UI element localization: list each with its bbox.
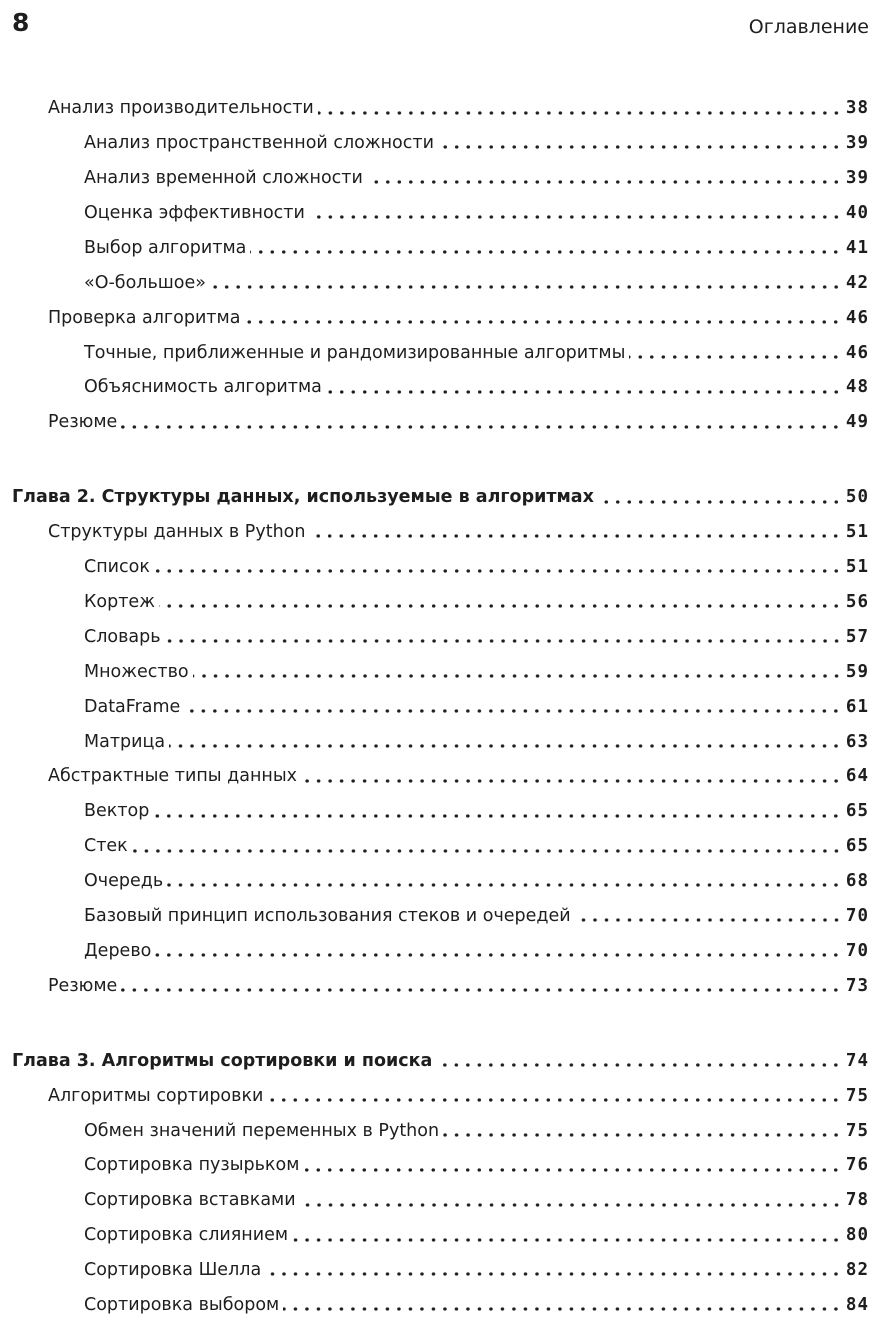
running-head: Оглавление (748, 16, 869, 38)
toc-subsection-entry (84, 833, 869, 861)
toc-subsection-entry (84, 235, 869, 263)
toc-entry-page-number: 46 (845, 307, 869, 328)
toc-entry-page-number: 50 (845, 487, 869, 508)
toc-entry-title: Анализ временной сложности (84, 168, 363, 189)
toc-entry-page-number: 64 (845, 766, 869, 787)
dot-leader (132, 849, 842, 853)
dot-leader (598, 500, 842, 504)
toc-subsection-entry (84, 200, 869, 228)
toc-entry-page-number: 65 (845, 801, 869, 822)
dot-leader (300, 1203, 842, 1207)
toc-subsection-entry (84, 1117, 869, 1145)
toc-subsection-entry (84, 1187, 869, 1215)
toc-entry-title: Объяснимость алгоритма (84, 377, 322, 398)
toc-subsection-entry (84, 1222, 869, 1250)
toc-entry-title: Резюме (48, 975, 118, 996)
toc-entry-title: Сортировка слиянием (84, 1225, 289, 1246)
dot-leader (575, 918, 842, 922)
toc-entry-page-number: 46 (845, 342, 869, 363)
toc-subsection-entry (84, 339, 869, 367)
toc-entry-title: «О-большое» (84, 272, 206, 293)
toc-entry-page-number: 73 (845, 975, 869, 996)
toc-entry-page-number: 40 (845, 202, 869, 223)
toc-entry-title: Вектор (84, 801, 150, 822)
toc-section-entry (48, 1082, 869, 1110)
toc-entry-title: Сортировка выбором (84, 1295, 280, 1316)
dot-leader (318, 111, 842, 115)
toc-entry-page-number: 75 (845, 1085, 869, 1106)
toc-entry-title: Базовый принцип использования стеков и очередей (84, 906, 571, 927)
toc-entry-title: Проверка алгоритма (48, 307, 241, 328)
toc-entry-title: Абстрактные типы данных (48, 766, 298, 787)
dot-leader (436, 1063, 842, 1067)
toc-entry-title: Сортировка вставками (84, 1190, 296, 1211)
toc-entry-title: Словарь (84, 626, 161, 647)
toc-entry-title: Глава 2. Структуры данных, используемые в алгоритмах (12, 487, 594, 508)
toc-entry-title: Список (84, 557, 150, 578)
toc-entry-page-number: 51 (845, 557, 869, 578)
toc-entry-title: Дерево (84, 940, 152, 961)
toc-entry-page-number: 65 (845, 836, 869, 857)
toc-entry-page-number: 82 (845, 1260, 869, 1281)
toc-subsection-entry (84, 798, 869, 826)
toc-section-entry (48, 519, 869, 547)
dot-leader (443, 1133, 842, 1137)
toc-entry-page-number: 75 (845, 1120, 869, 1141)
toc-entry-page-number: 80 (845, 1225, 869, 1246)
toc-entry-page-number: 39 (845, 168, 869, 189)
toc-entry-page-number: 63 (845, 731, 869, 752)
toc-entry-page-number: 41 (845, 237, 869, 258)
toc-entry-title: Множество (84, 661, 189, 682)
toc-entry-title: Сортировка Шелла (84, 1260, 262, 1281)
toc-entry-title: Точные, приближенные и рандомизированные алгоритмы (84, 342, 626, 363)
toc-chapter-entry (12, 1048, 869, 1076)
dot-leader (283, 1307, 842, 1311)
toc-entry-title: Кортеж (84, 591, 155, 612)
dot-leader (301, 779, 842, 783)
toc-entry-page-number: 49 (845, 412, 869, 433)
toc-subsection-entry (84, 1257, 869, 1285)
toc-entry-title: Стек (84, 836, 128, 857)
toc-entry-title: Анализ пространственной сложности (84, 133, 434, 154)
toc-entry-page-number: 39 (845, 133, 869, 154)
toc-subsection-entry (84, 374, 869, 402)
toc-subsection-entry (84, 693, 869, 721)
toc-entry-page-number: 51 (845, 522, 869, 543)
dot-leader (292, 1238, 842, 1242)
toc-section-entry (48, 304, 869, 332)
toc-entry-page-number: 48 (845, 377, 869, 398)
dot-leader (159, 604, 842, 608)
toc-subsection-entry (84, 868, 869, 896)
dot-leader (244, 320, 841, 324)
dot-leader (326, 390, 842, 394)
dot-leader (309, 215, 842, 219)
toc-entry-title: Очередь (84, 871, 164, 892)
toc-subsection-entry (84, 659, 869, 687)
dot-leader (265, 1272, 842, 1276)
dot-leader (184, 709, 842, 713)
toc-subsection-entry (84, 728, 869, 756)
toc-entry-title: Выбор алгоритма (84, 237, 247, 258)
page-number: 8 (12, 8, 30, 37)
toc-section-entry (48, 763, 869, 791)
dot-leader (250, 250, 842, 254)
toc-entry-title: Сортировка пузырьком (84, 1155, 300, 1176)
toc-entry-page-number: 59 (845, 661, 869, 682)
dot-leader (267, 1098, 842, 1102)
toc-entry-page-number: 76 (845, 1155, 869, 1176)
toc-entry-page-number: 42 (845, 272, 869, 293)
dot-leader (210, 285, 842, 289)
toc-entry-page-number: 70 (845, 906, 869, 927)
toc-entry-title: Структуры данных в Python (48, 522, 306, 543)
dot-leader (303, 1168, 842, 1172)
dot-leader (438, 145, 842, 149)
dot-leader (165, 639, 842, 643)
toc-entry-title: DataFrame (84, 696, 181, 717)
toc-subsection-entry (84, 165, 869, 193)
toc-subsection-entry (84, 903, 869, 931)
toc-entry-title: Анализ производительности (48, 98, 314, 119)
toc-chapter-entry (12, 484, 869, 512)
toc-entry-page-number: 38 (845, 98, 869, 119)
dot-leader (121, 988, 842, 992)
toc-entry-page-number: 70 (845, 940, 869, 961)
dot-leader (153, 814, 842, 818)
toc-entry-page-number: 57 (845, 626, 869, 647)
toc-entry-page-number: 84 (845, 1295, 869, 1316)
toc-entry-title: Резюме (48, 412, 118, 433)
toc-subsection-entry (84, 624, 869, 652)
toc-entry-title: Обмен значений переменных в Python (84, 1120, 440, 1141)
dot-leader (193, 674, 842, 678)
toc-section-entry (48, 973, 869, 1001)
toc-entry-page-number: 61 (845, 696, 869, 717)
dot-leader (155, 953, 842, 957)
toc-subsection-entry (84, 270, 869, 298)
toc-section-entry (48, 95, 869, 123)
toc-entry-page-number: 68 (845, 871, 869, 892)
toc-subsection-entry (84, 554, 869, 582)
dot-leader (154, 569, 842, 573)
toc-section-entry (48, 409, 869, 437)
toc-entry-page-number: 78 (845, 1190, 869, 1211)
toc-entry-title: Матрица (84, 731, 166, 752)
toc-entry-title: Алгоритмы сортировки (48, 1085, 264, 1106)
toc-entry-title: Глава 3. Алгоритмы сортировки и поиска (12, 1050, 433, 1071)
toc-entry-page-number: 56 (845, 591, 869, 612)
toc-subsection-entry (84, 938, 869, 966)
dot-leader (309, 534, 841, 538)
dot-leader (169, 744, 842, 748)
dot-leader (629, 355, 842, 359)
toc-entry-title: Оценка эффективности (84, 202, 305, 223)
dot-leader (367, 180, 842, 184)
toc-entry-page-number: 74 (845, 1050, 869, 1071)
toc-subsection-entry (84, 130, 869, 158)
toc-subsection-entry (84, 589, 869, 617)
toc-subsection-entry (84, 1152, 869, 1180)
dot-leader (167, 883, 842, 887)
toc-subsection-entry (84, 1292, 869, 1320)
dot-leader (121, 425, 842, 429)
